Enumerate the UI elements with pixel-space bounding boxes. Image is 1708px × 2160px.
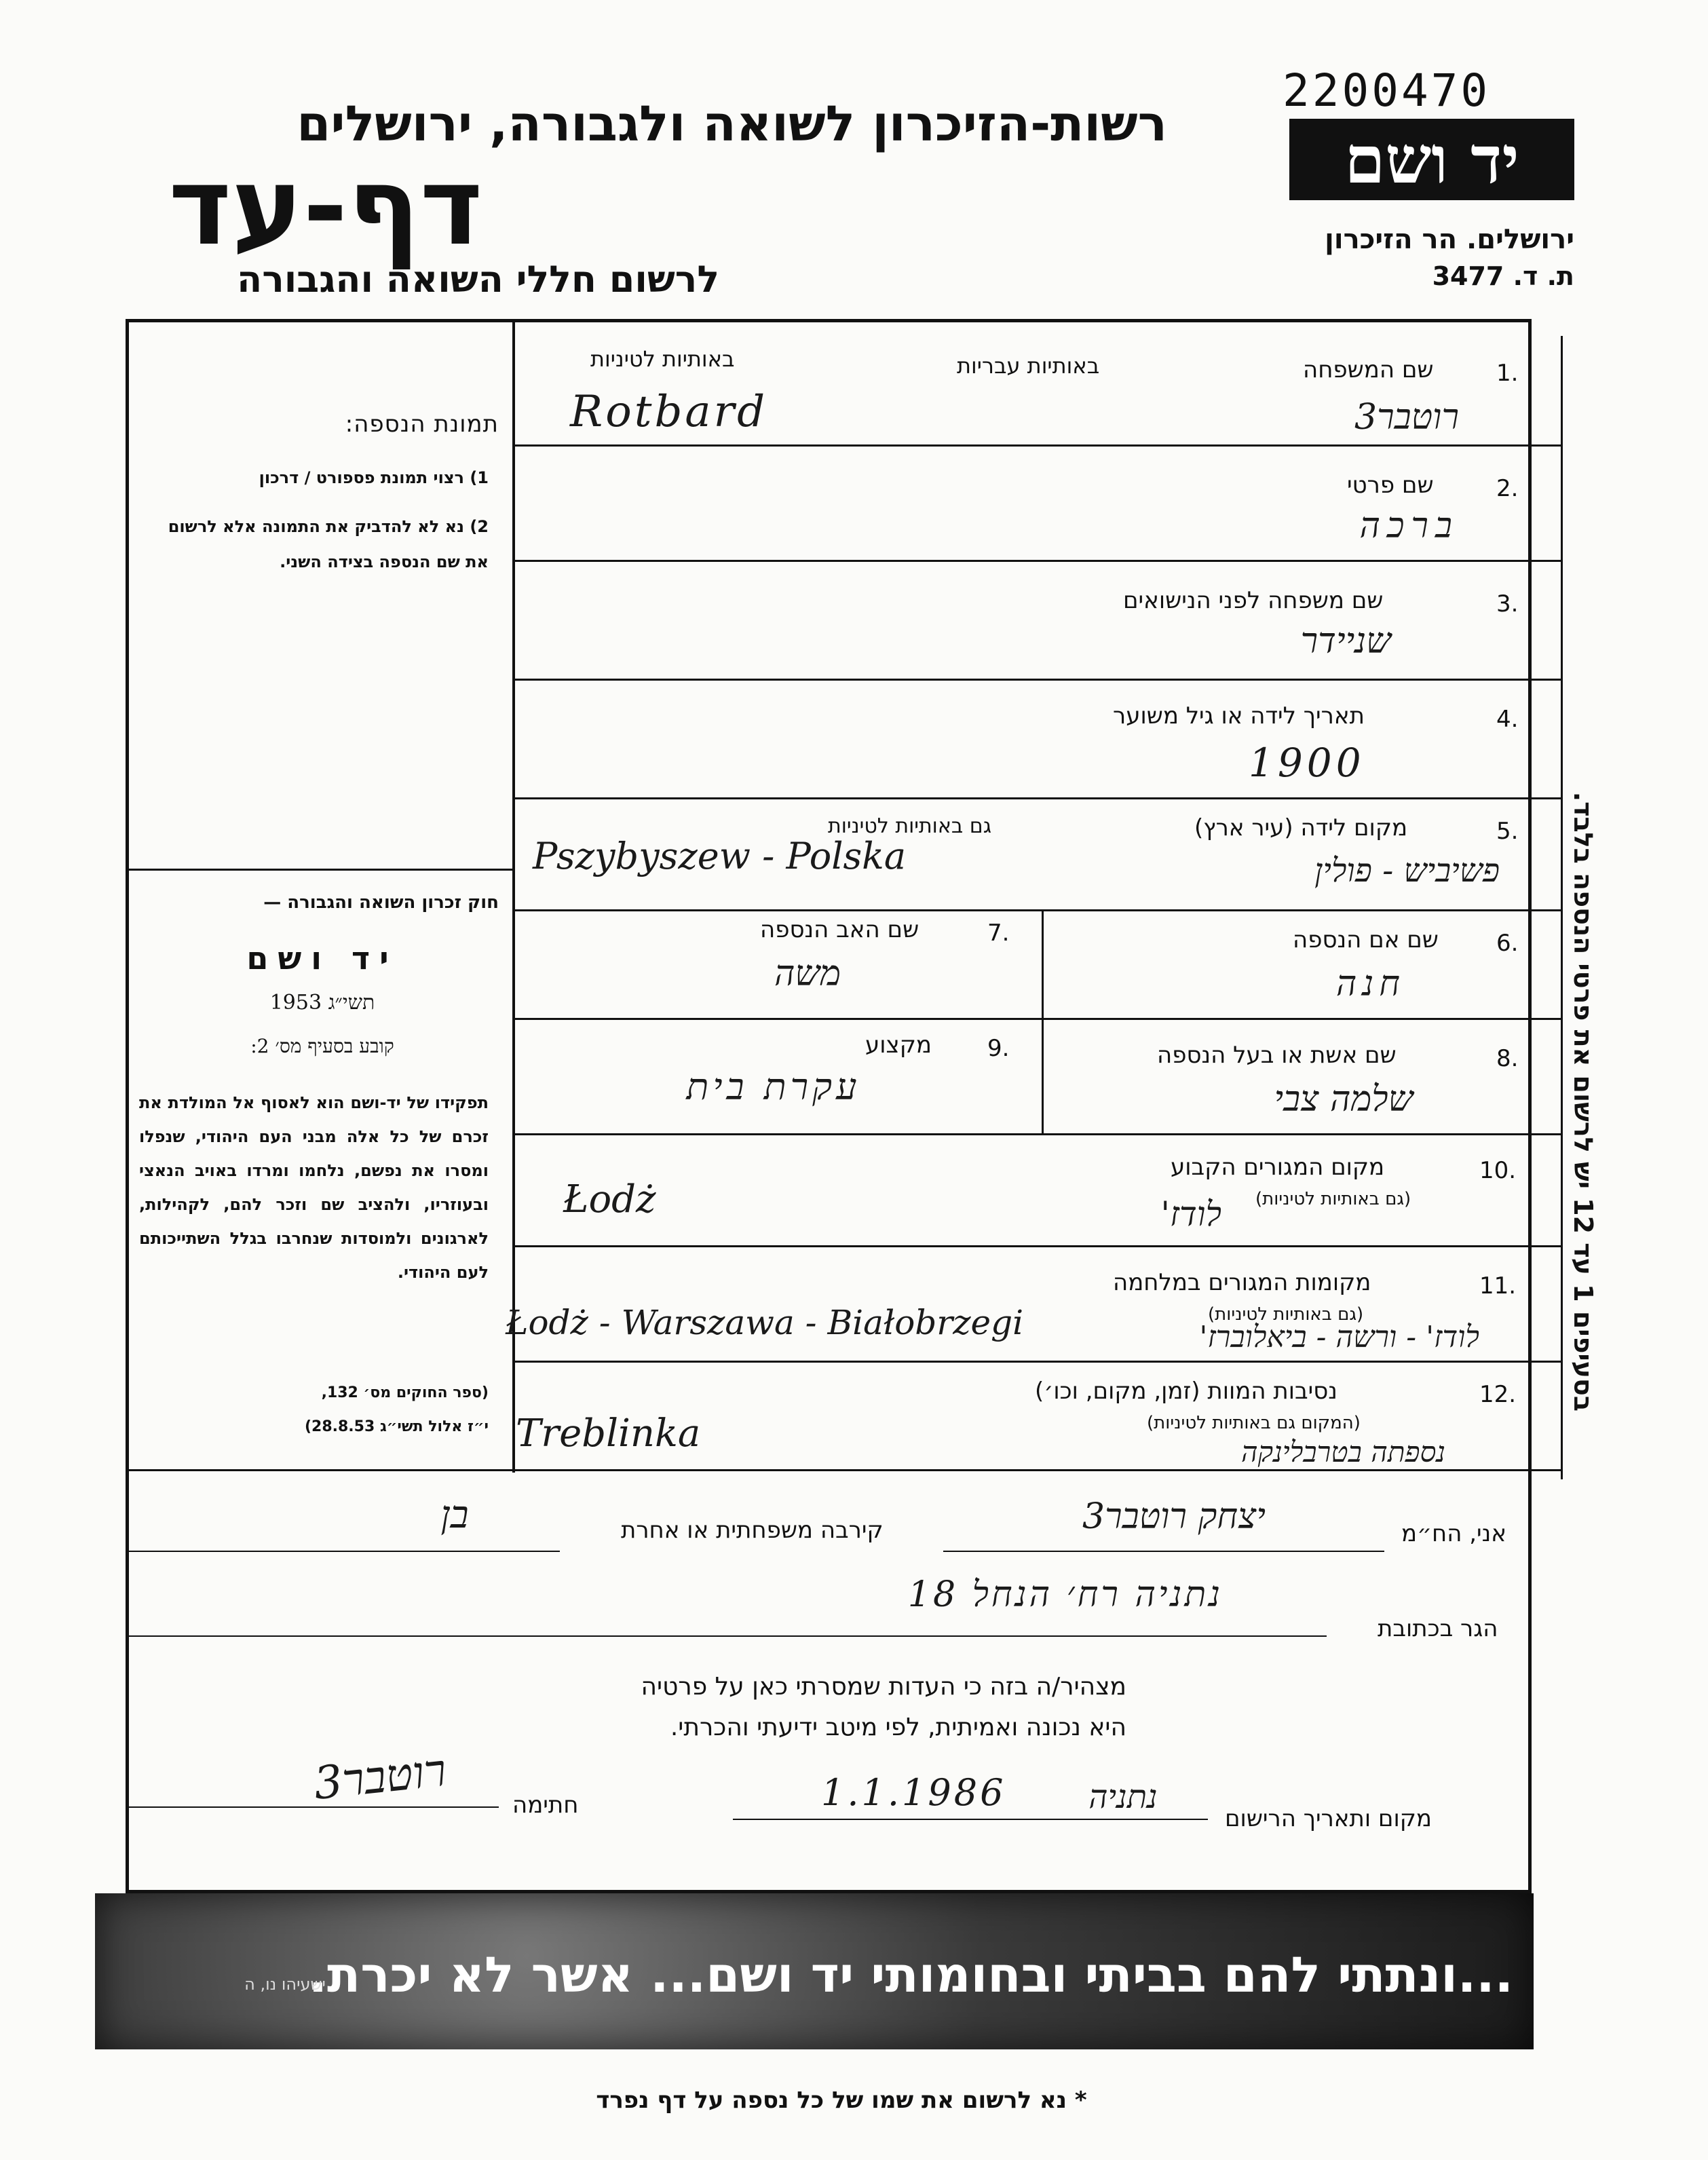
- law-citation1: (ספר החוקים מס׳ 132,: [321, 1384, 489, 1401]
- law-name: יד ושם: [246, 940, 398, 977]
- field-5-label: מקום לידה (עיר ארץ): [1194, 814, 1408, 841]
- field-10-latin-value[interactable]: Łodż: [563, 1177, 656, 1221]
- law-body: תפקידו של יד-ושם הוא לאסוף אל המולדת את זכרם של כל אלה מבני העם היהודי, שנפלו ומסרו את נפשם, נלחמו ומרדו באויב הנאצי ובעוזריו, ולהציב שם וזכר להם, לקהילות, לארגונים ולמוסדות שנחרבו בגלל השתייכותם לעם היהודי.: [139, 1093, 489, 1282]
- field-2-label: שם פרטי: [1347, 472, 1434, 499]
- hebrew-letters-header: באותיות עבריות: [957, 353, 1100, 379]
- place-date-label: מקום ותאריך הרישום: [1225, 1805, 1432, 1832]
- side-note: בסעיפים 1 עד 12 יש לרשום את פרטי הנספה בלבד.: [1568, 791, 1598, 1411]
- field-8-label: שם אשת או בעל הנספה: [1157, 1042, 1397, 1069]
- field-9-number: 9.: [987, 1035, 1010, 1062]
- logo-address-line2: ת. ד. 3477: [1432, 261, 1574, 291]
- relation-line: [126, 1551, 560, 1552]
- row-divider: [512, 1361, 1561, 1363]
- field-2-hebrew-value[interactable]: ברכה: [1359, 506, 1459, 546]
- field-1-latin-value[interactable]: Rotbard: [570, 387, 768, 437]
- field-1-hebrew-value[interactable]: רוטבר3: [1354, 397, 1459, 438]
- field-8-number: 8.: [1496, 1045, 1519, 1072]
- row-divider: [512, 1018, 1561, 1020]
- field-11-sub-label: (גם באותיות לטיניות): [1208, 1304, 1364, 1325]
- field-6-hebrew-value[interactable]: חנה: [1335, 964, 1406, 1004]
- field-10-label: מקום המגורים הקבוע: [1171, 1154, 1385, 1181]
- field-12-sub-label: (המקום גם באותיות לטיניות): [1147, 1413, 1361, 1433]
- field-5-sub-label: גם באותיות לטיניות: [828, 814, 992, 838]
- row-divider: [512, 797, 1561, 799]
- banner-quote: ...ונתתי להם בביתי ובחומותי יד ושם... אשר לא יכרת.: [308, 1946, 1513, 2003]
- field-10-number: 10.: [1479, 1157, 1517, 1184]
- photo-box-note1: 1) רצוי תמונת פספורט / דרכון: [259, 468, 489, 487]
- field-7-number: 7.: [987, 920, 1010, 947]
- place-value[interactable]: נתניה: [1088, 1778, 1158, 1816]
- field-12-number: 12.: [1479, 1381, 1517, 1408]
- field-10-hebrew-value[interactable]: לודז': [1160, 1194, 1221, 1234]
- relation-label: קירבה משפחתית או אחרת: [621, 1517, 884, 1544]
- banner-source: ישעיהו נו, ה: [244, 1975, 326, 1994]
- law-citation2: י״ז אלול תשי״ג 28.8.53): [304, 1418, 489, 1435]
- row-divider: [512, 1133, 1561, 1135]
- latin-letters-header: באותיות לטיניות: [590, 346, 735, 372]
- field-3-label: שם משפחה לפני הנישואים: [1123, 587, 1384, 614]
- field-12-label: נסיבות המוות (זמן, מקום, וכו׳): [1035, 1378, 1337, 1405]
- address-value[interactable]: נתניה רח׳ הנחל 18: [907, 1574, 1223, 1615]
- logo-address-line1: ירושלים. הר הזיכרון: [1325, 224, 1574, 255]
- field-8-hebrew-value[interactable]: שלמה צבי: [1274, 1079, 1413, 1120]
- field-9-hebrew-value[interactable]: עקרת בית: [686, 1065, 861, 1108]
- field-7-hebrew-value[interactable]: משה: [774, 953, 841, 994]
- field-12-hebrew-value[interactable]: נספתה בטרבלינקה: [1240, 1435, 1445, 1469]
- law-heading: חוק זכרון השואה והגבורה —: [263, 892, 499, 913]
- field-4-hebrew-value[interactable]: 1900: [1249, 740, 1365, 786]
- field-1-number: 1.: [1496, 360, 1519, 387]
- address-line: [126, 1635, 1327, 1637]
- statement-line1: מצהיר/ה בזה כי העדות שמסרתי כאן על פרטיה: [641, 1673, 1126, 1701]
- photo-box-title: תמונת הנספה:: [345, 411, 499, 438]
- field-11-number: 11.: [1479, 1272, 1517, 1300]
- row-divider: [512, 909, 1561, 911]
- date-value[interactable]: 1.1.1986: [821, 1771, 1006, 1814]
- statement-line2: היא נכונה ואמיתית, לפי מיטב ידיעתי והכרתי.: [670, 1713, 1126, 1741]
- field-12-latin-value[interactable]: Treblinka: [516, 1411, 701, 1456]
- field-1-label: שם המשפחה: [1303, 356, 1434, 383]
- field-10-sub-label: (גם באותיות לטיניות): [1255, 1189, 1411, 1209]
- row-divider: [512, 444, 1561, 447]
- field-5-number: 5.: [1496, 818, 1519, 845]
- field-5-latin-value[interactable]: Pszybyszew - Polska: [533, 835, 907, 877]
- field-7-label: שם האב הנספה: [760, 916, 919, 943]
- field-6-number: 6.: [1496, 930, 1519, 957]
- place-date-line: [733, 1819, 1208, 1820]
- name-line: [943, 1551, 1384, 1552]
- serial-number: 2200470: [1283, 64, 1491, 117]
- signature-value[interactable]: רוטבר3: [311, 1744, 449, 1811]
- field-9-label: מקצוע: [865, 1031, 932, 1059]
- field-3-number: 3.: [1496, 590, 1519, 618]
- declaration-i-label: אני, הח״מ: [1401, 1520, 1506, 1547]
- signature-label: חתימה: [512, 1792, 579, 1819]
- declarant-name-value[interactable]: יצחק רוטבר3: [1082, 1496, 1266, 1537]
- field-6-label: שם אם הנספה: [1293, 926, 1439, 953]
- row-6-7-divider: [1042, 909, 1044, 1018]
- field-4-label: תאריך לידה או גיל משוער: [1113, 702, 1365, 730]
- row-divider: [512, 679, 1561, 681]
- quote-banner: [95, 1893, 1534, 2049]
- relation-value[interactable]: בן: [440, 1493, 469, 1537]
- law-year: תשי״ג 1953: [269, 991, 375, 1015]
- form-title: דף-עד: [168, 145, 483, 269]
- left-column-divider: [512, 319, 515, 1473]
- field-3-hebrew-value[interactable]: שניידר: [1300, 621, 1391, 662]
- yad-vashem-logo: [1289, 119, 1574, 200]
- field-2-number: 2.: [1496, 475, 1519, 502]
- address-label: הגר בכתובת: [1378, 1615, 1498, 1642]
- row-8-9-divider: [1042, 1018, 1044, 1133]
- field-11-label: מקומות המגורים במלחמה: [1113, 1269, 1371, 1296]
- photo-box-note2: 2) נא לא להדביק את התמונה אלא לרשום את שם הנספה בצידה השני.: [168, 517, 489, 571]
- footer-note: * נא לרשום את שמו של כל נספה על דף נפרד: [596, 2087, 1087, 2114]
- authority-title: רשות-הזיכרון לשואה ולגבורה, ירושלים: [297, 95, 1167, 152]
- row-divider: [129, 1469, 1561, 1471]
- field-area-right-edge: [1561, 336, 1563, 1479]
- field-11-latin-value[interactable]: Łodż - Warszawa - Białobrzegi: [506, 1303, 1024, 1342]
- row-divider: [512, 1245, 1561, 1247]
- law-clause: קובע בסעיף מס׳ 2:: [250, 1035, 394, 1057]
- row-divider: [512, 560, 1561, 562]
- field-11-hebrew-value[interactable]: לודז' - ורשה - ביאלוברז': [1199, 1320, 1479, 1354]
- logo-text: יד ושם: [1344, 121, 1519, 198]
- photo-law-divider: [129, 869, 512, 871]
- field-5-hebrew-value[interactable]: פשיביש - פולין: [1314, 852, 1500, 890]
- form-subtitle: לרשום חללי השואה והגבורה: [237, 258, 719, 301]
- field-4-number: 4.: [1496, 706, 1519, 733]
